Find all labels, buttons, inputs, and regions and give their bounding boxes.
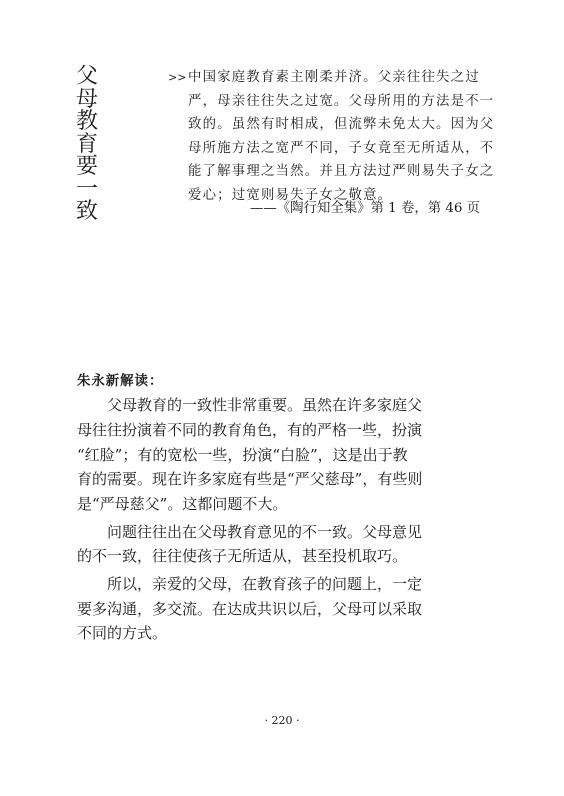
quote-source: ——《陶行知全集》第 1 卷，第 46 页 [250,201,481,216]
chapter-title-vertical [73,66,101,224]
text-line: 的不一致，往往使孩子无所适从，甚至投机取巧。 [77,547,408,566]
quote-line: 能了解事理之当然。并且方法过严则易失子女之 [188,164,495,180]
title-char: 要 [75,154,98,179]
title-char: 致 [75,199,98,224]
quote-line: 中国家庭教育素主刚柔并济。父亲往往失之过 [188,70,480,85]
text-line: 不同的方式。 [77,624,168,643]
title-char: 父 [75,64,98,89]
quote-line: 严，母亲往往失之过宽。父母所用的方法是不一 [188,93,495,109]
text-line: 问题往往出在父母教育意见的不一致。父母意见 [107,522,423,541]
commentary-body [77,393,423,649]
quote-marker: >> [168,71,187,84]
title-char: 育 [75,131,98,157]
text-line: “红脸”；有的宽松一些，扮演“白脸”，这是出于教 [77,445,408,464]
quote-line: 母所施方法之宽严不同，子女竟至无所适从，不 [188,140,495,156]
title-char: 教 [75,109,98,134]
text-line: 所以，亲爱的父母，在教育孩子的问题上，一定 [107,574,423,593]
title-char: 一 [75,176,98,202]
paragraph [77,520,423,570]
commentary-heading: 朱永新解读： [77,373,164,389]
title-char: 母 [75,86,98,112]
text-line: 父母教育的一致性非常重要。虽然在许多家庭父 [107,396,423,414]
paragraph [77,393,423,517]
page-number: · 220 · [264,714,300,727]
paragraph [77,572,423,646]
text-line: 是“严母慈父”。这都问题不大。 [77,495,288,514]
text-line: 育的需要。现在许多家庭有些是“严父慈母”，有些则 [77,470,423,489]
text-line: 母往往扮演着不同的教育角色，有的严格一些，扮演 [77,420,423,439]
quote-line: 致的。虽然有时相成，但流弊未免太大。因为父 [188,117,495,133]
quotation-block [168,66,495,208]
text-line: 要多沟通，多交流。在达成共识以后，父母可以采取 [77,599,423,618]
quote-line: 爱心；过宽则易失子女之敬意。 [188,187,393,203]
